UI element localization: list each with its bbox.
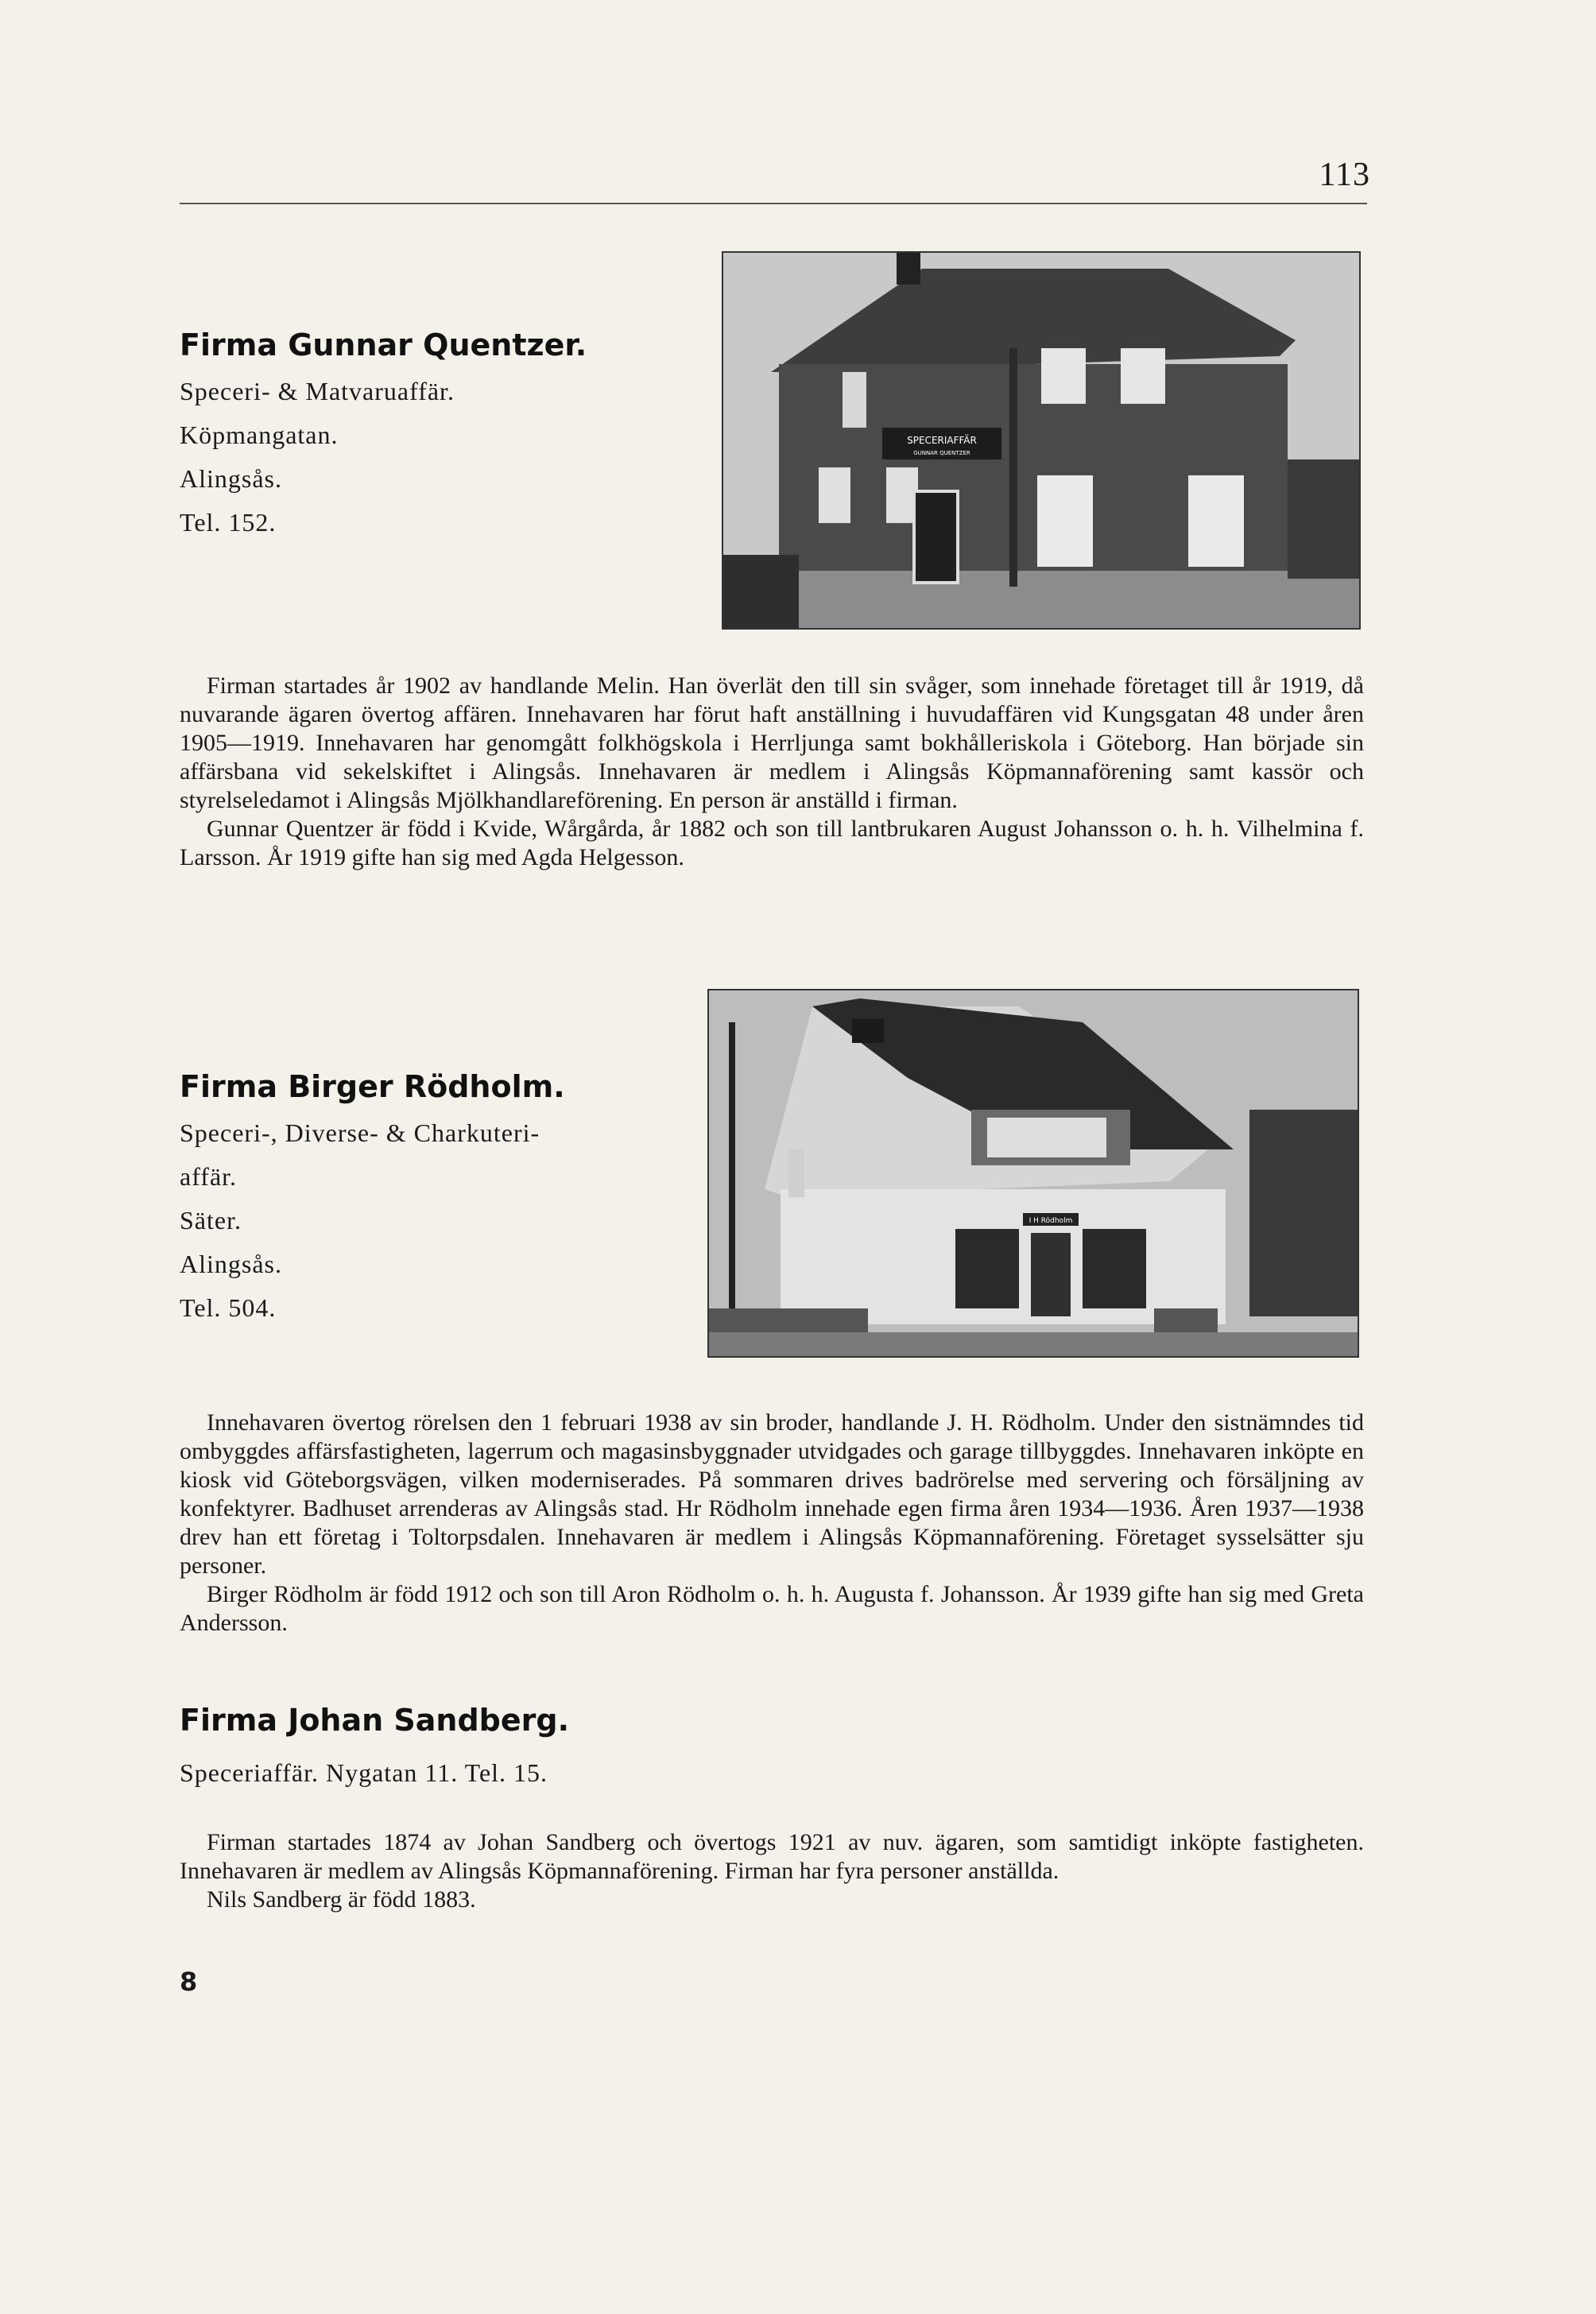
paragraph: Nils Sandberg är född 1883. [207, 1886, 476, 1913]
shop-sign-subtext: GUNNAR QUENTZER [913, 450, 970, 456]
paragraph: Birger Rödholm är född 1912 och son till Aron Rödholm o. h. h. Augusta f. Johansson. År 1939 gifte han sig med Greta Andersson. [180, 1581, 1364, 1636]
firm-name: Firma Birger Rödholm. [180, 1069, 565, 1104]
body-text-rodholm [180, 1409, 1364, 1638]
firm-line: Speceri-, Diverse- & Charkuteri- [180, 1118, 540, 1147]
firm-line: affär. [180, 1162, 238, 1191]
firm-line: Speceri- & Matvaruaffär. [180, 377, 455, 405]
shop-photo-rodholm [707, 989, 1359, 1358]
paragraph: Firman startades år 1902 av handlande Melin. Han överlät den till sin svåger, som innehade företaget till år 1919, då nuvarande ägaren övertog affären. Innehavaren har förut haft anställning i huvudaffären vid Kungsgatan 48 under åren 1905—1919. Innehavaren har genomgått folkhögskola i Herrljunga samt bokhålleriskola i Göteborg. Han började sin affärsbana vid sekelskiftet i Alingsås. Innehavaren är medlem i Alingsås Köpmannaförening samt kassör och styrelseledamot i Alingsås Mjölkhandlareförening. En person är anställd i firman. [180, 672, 1364, 813]
firm-line: Tel. 152. [180, 508, 277, 537]
firm-header-rodholm [180, 1069, 565, 1337]
firm-header-quentzer [180, 328, 587, 552]
firm-header-sandberg [180, 1703, 569, 1802]
signature-mark: 8 [180, 1967, 198, 1997]
firm-line: Köpmangatan. [180, 421, 339, 449]
paragraph: Innehavaren övertog rörelsen den 1 februari 1938 av sin broder, handlande J. H. Rödholm. Under den sistnämndes tid ombyggdes affärsfastigheten, lagerrum och magasinsbyggnader utvidgades och garage tillbyggdes. Innehavaren inköpte en kiosk vid Göteborgsvägen, vilken moderniserades. På sommaren drives badrörelse med servering och försäljning av konfektyrer. Badhuset arrenderas av Alingsås stad. Hr Rödholm innehade egen firma åren 1934—1936. Åren 1937—1938 drev han ett företag i Toltorpsdalen. Innehavaren är medlem i Alingsås Köpmannaförening. Företaget sysselsätter sju personer. [180, 1409, 1364, 1579]
firm-line: Alingsås. [180, 1250, 282, 1278]
header-rule [180, 203, 1367, 204]
firm-name: Firma Johan Sandberg. [180, 1703, 570, 1738]
shop-sign-text: I H Rödholm [1028, 1217, 1073, 1225]
shop-photo-quentzer [722, 251, 1361, 630]
body-text-quentzer [180, 672, 1364, 872]
shop-sign-text: SPECERIAFFÄR [907, 435, 977, 446]
paragraph: Firman startades 1874 av Johan Sandberg och övertogs 1921 av nuv. ägaren, som samtidigt inköpte fastigheten. Innehavaren är medlem av Alingsås Köpmannaförening. Firman har fyra personer anställda. [180, 1829, 1364, 1884]
firm-name: Firma Gunnar Quentzer. [180, 328, 587, 362]
body-text-sandberg [180, 1828, 1364, 1914]
page-number: 113 [1319, 157, 1370, 193]
firm-line: Alingsås. [180, 464, 282, 493]
firm-line: Speceriaffär. Nygatan 11. Tel. 15. [180, 1758, 548, 1787]
paragraph: Gunnar Quentzer är född i Kvide, Wårgårda, år 1882 och son till lantbrukaren August Johansson o. h. h. Vilhelmina f. Larsson. År 1919 gifte han sig med Agda Helgesson. [180, 816, 1364, 870]
firm-line: Säter. [180, 1206, 242, 1235]
firm-line: Tel. 504. [180, 1293, 277, 1322]
